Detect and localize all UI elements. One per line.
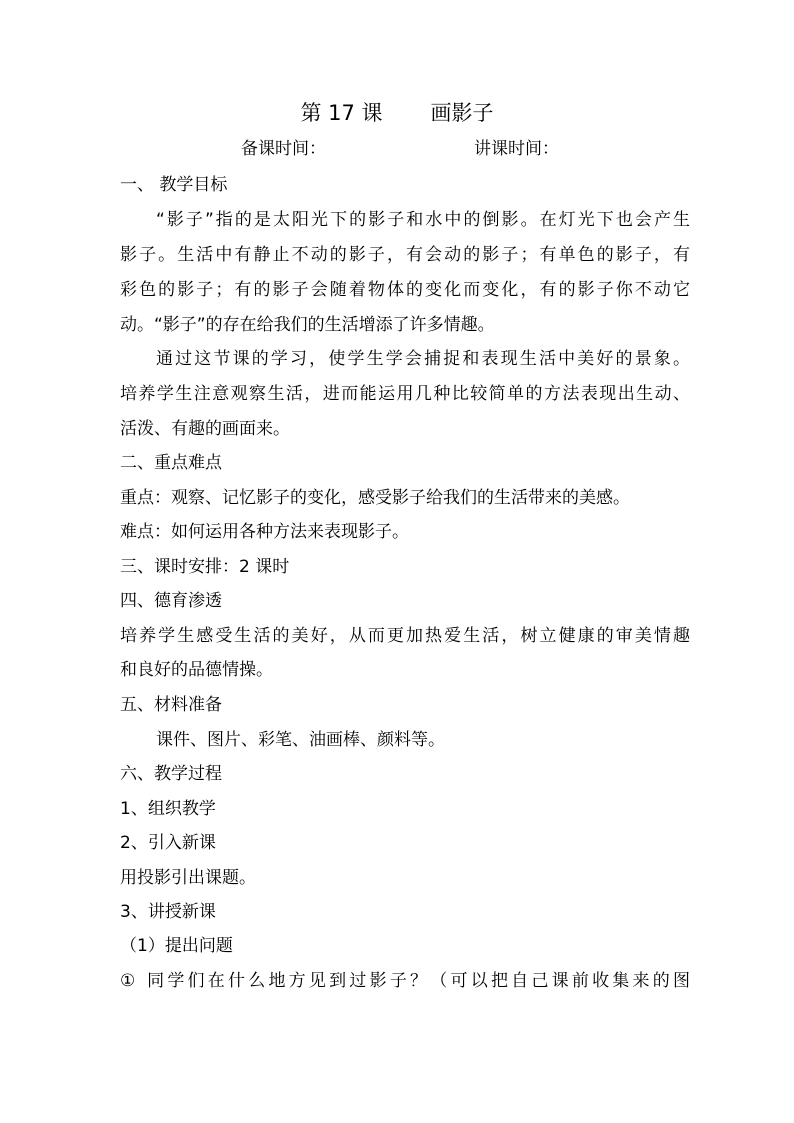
- section-heading-materials: 五、材料准备: [120, 695, 222, 715]
- section-heading-objectives: 一、 教学目标: [120, 175, 228, 195]
- paragraph-line: 用投影引出课题。: [120, 868, 256, 888]
- process-substep: （1）提出问题: [120, 936, 233, 956]
- lesson-name: 画影子: [430, 101, 494, 125]
- section-heading-key-points: 二、重点难点: [120, 453, 222, 473]
- process-step: 1、组织教学: [120, 799, 216, 819]
- section-heading-moral: 四、德育渗透: [120, 591, 222, 611]
- paragraph-line: 通过这节课的学习，使学生学会捕捉和表现生活中美好的景象。: [156, 349, 690, 369]
- section-heading-process: 六、教学过程: [120, 764, 222, 784]
- paragraph-line: 和良好的品德情操。: [120, 660, 273, 680]
- paragraph-line: 影子。生活中有静止不动的影子，有会动的影子；有单色的影子，有: [120, 245, 690, 265]
- paragraph-line: 难点：如何运用各种方法来表现影子。: [120, 522, 409, 542]
- section-heading-schedule: 三、课时安排：2 课时: [120, 557, 290, 577]
- paragraph-line: 重点：观察、记忆影子的变化，感受影子给我们的生活带来的美感。: [120, 488, 630, 508]
- paragraph-line: 动。“影子”的存在给我们的生活增添了许多情趣。: [120, 315, 495, 335]
- paragraph-line: 活泼、有趣的画面来。: [120, 419, 290, 439]
- lesson-number: 第 17 课: [300, 101, 383, 125]
- prep-time-label: 备课时间：: [241, 139, 326, 159]
- lesson-title: [0, 100, 794, 126]
- process-step: 3、讲授新课: [120, 902, 216, 922]
- question-line: ① 同学们在什么地方见到过影子？（可以把自己课前收集来的图: [120, 971, 690, 991]
- paragraph-line: 培养学生感受生活的美好，从而更加热爱生活，树立健康的审美情趣: [120, 626, 690, 646]
- paragraph-line: “影子”指的是太阳光下的影子和水中的倒影。在灯光下也会产生: [156, 210, 690, 230]
- paragraph-line: 彩色的影子；有的影子会随着物体的变化而变化，有的影子你不动它: [120, 280, 690, 300]
- process-step: 2、引入新课: [120, 833, 216, 853]
- paragraph-line: 培养学生注意观察生活，进而能运用几种比较简单的方法表现出生动、: [120, 384, 690, 404]
- paragraph-line: 课件、图片、彩笔、油画棒、颜料等。: [156, 730, 445, 750]
- teach-time-label: 讲课时间：: [474, 139, 559, 159]
